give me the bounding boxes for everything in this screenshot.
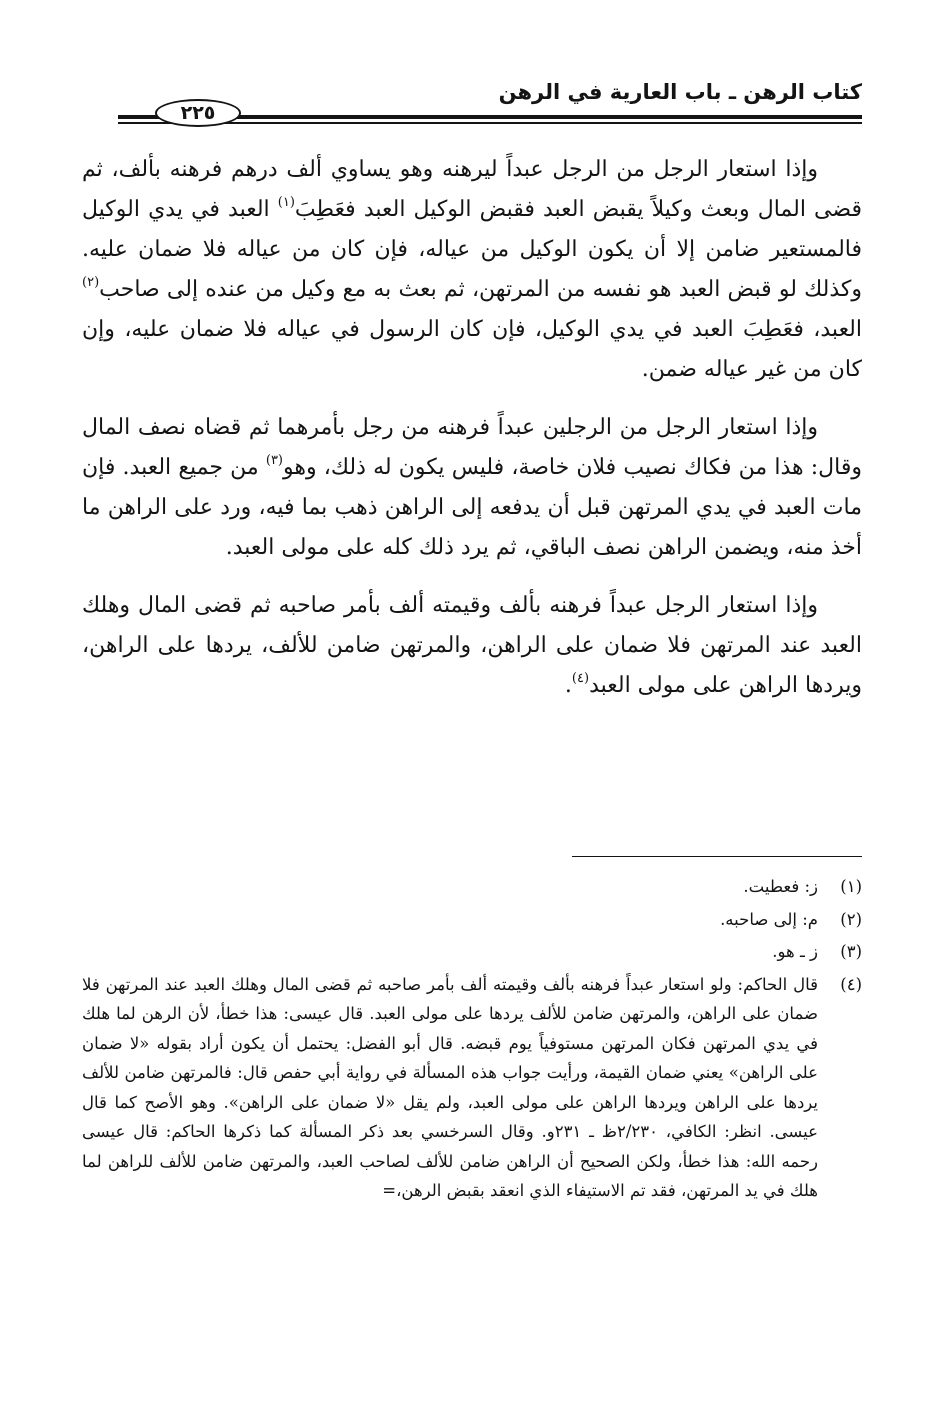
paragraph-1-part-2: العبد في يدي الوكيل فالمستعير ضامن إلا أن يكون الوكيل من عياله، فإن كان من عياله فلا ضمان عليه. وكذلك لو قبض العبد هو نفسه من المرتهن، ثم بعث به مع وكيل من عنده إلى صاحب	[82, 197, 862, 302]
footnote-3-number: (٣)	[840, 942, 862, 961]
running-title: كتاب الرهن ـ باب العارية في الرهن	[498, 80, 862, 104]
footnote-3-text: ز ـ هو.	[772, 942, 818, 961]
paragraph-3	[82, 586, 862, 706]
footnote-mark-2: (٢)	[82, 275, 100, 290]
paragraph-2-part-2: من جميع العبد. فإن مات العبد في يدي المرتهن قبل أن يدفعه إلى الراهن ذهب بما فيه، ورد على الراهن ما أخذ منه، ويضمن الراهن نصف الباقي، ثم يرد ذلك كله على مولى العبد.	[82, 455, 862, 560]
footnote-mark-4: (٤)	[571, 671, 590, 686]
footnote-mark-1: (١)	[277, 195, 295, 210]
footnote-3	[82, 937, 862, 967]
footnote-1-text: ز: فعطيت.	[743, 877, 818, 896]
footnote-mark-3: (٣)	[265, 453, 283, 468]
footnote-4-number: (٤)	[840, 974, 862, 994]
footnote-separator	[572, 856, 862, 857]
main-text	[82, 150, 862, 724]
paragraph-3-part-2: .	[564, 673, 572, 698]
footnote-2-text: م: إلى صاحبه.	[720, 909, 818, 929]
paragraph-1-part-3: العبد، فعَطِبَ العبد في يدي الوكيل، فإن كان الرسول في عياله فلا ضمان عليه، وإن كان من غير عياله ضمن.	[82, 317, 862, 382]
paragraph-1	[82, 150, 862, 390]
footnote-4	[82, 970, 862, 1206]
footnote-2	[82, 905, 862, 935]
paragraph-1-part-1: وإذا استعار الرجل من الرجل عبداً ليرهنه وهو يساوي ألف درهم فرهنه بألف، ثم قضى المال وبعث وكيلاً يقبض العبد فقبض الوكيل العبد فعَطِبَ	[82, 157, 862, 222]
footnote-2-number: (٢)	[840, 909, 862, 929]
footnote-1	[82, 872, 862, 902]
footnotes	[82, 872, 862, 1206]
footnote-4-text: قال الحاكم: ولو استعار عبداً فرهنه بألف وقيمته ألف بأمر صاحبه ثم قضى المال وهلك العبد عند المرتهن فلا ضمان على الراهن، والمرتهن ضامن للألف يردها على مولى العبد. قال عيسى: هذا خطأ، لأن الرهن لما هلك في يدي المرتهن فكان المرتهن مستوفياً يوم قبضه. قال أبو الفضل: يحتمل أن يكون أراد بقوله «لا ضمان على الراهن» يعني ضمان القيمة، ورأيت جواب هذه المسألة في رواية أبي حفص قال: فالمرتهن ضامن للألف يردها على الراهن ويردها الراهن على مولى العبد، ولم يقل «لا ضمان على الراهن». وهو الأصح كما قال عيسى. انظر: الكافي، ٢/٢٣٠ظ ـ ٢٣١و. وقال السرخسي بعد ذكر المسألة كما ذكرها الحاكم: قال عيسى رحمه الله: هذا خطأ، ولكن الصحيح أن الراهن ضامن للألف لصاحب العبد، والمرتهن ضامن للألف للراهن لما هلك في يد المرتهن، فقد تم الاستيفاء الذي انعقد بقبض الرهن،=	[82, 974, 818, 1200]
footnote-1-number: (١)	[840, 877, 862, 896]
paragraph-2-part-1: وإذا استعار الرجل من الرجلين عبداً فرهنه من رجل بأمرهما ثم قضاه نصف المال وقال: هذا من فكاك نصيب فلان خاصة، فليس يكون له ذلك، وهو	[82, 415, 863, 480]
page-number: ٢٢٥	[180, 101, 216, 124]
paragraph-3-part-1: وإذا استعار الرجل عبداً فرهنه بألف وقيمته ألف بأمر صاحبه ثم قضى المال وهلك العبد عند المرتهن فلا ضمان على الراهن، والمرتهن ضامن للألف، يردها على الراهن، ويردها الراهن على مولى العبد	[82, 593, 862, 698]
paragraph-2	[82, 408, 862, 568]
page-number-badge	[155, 99, 241, 127]
